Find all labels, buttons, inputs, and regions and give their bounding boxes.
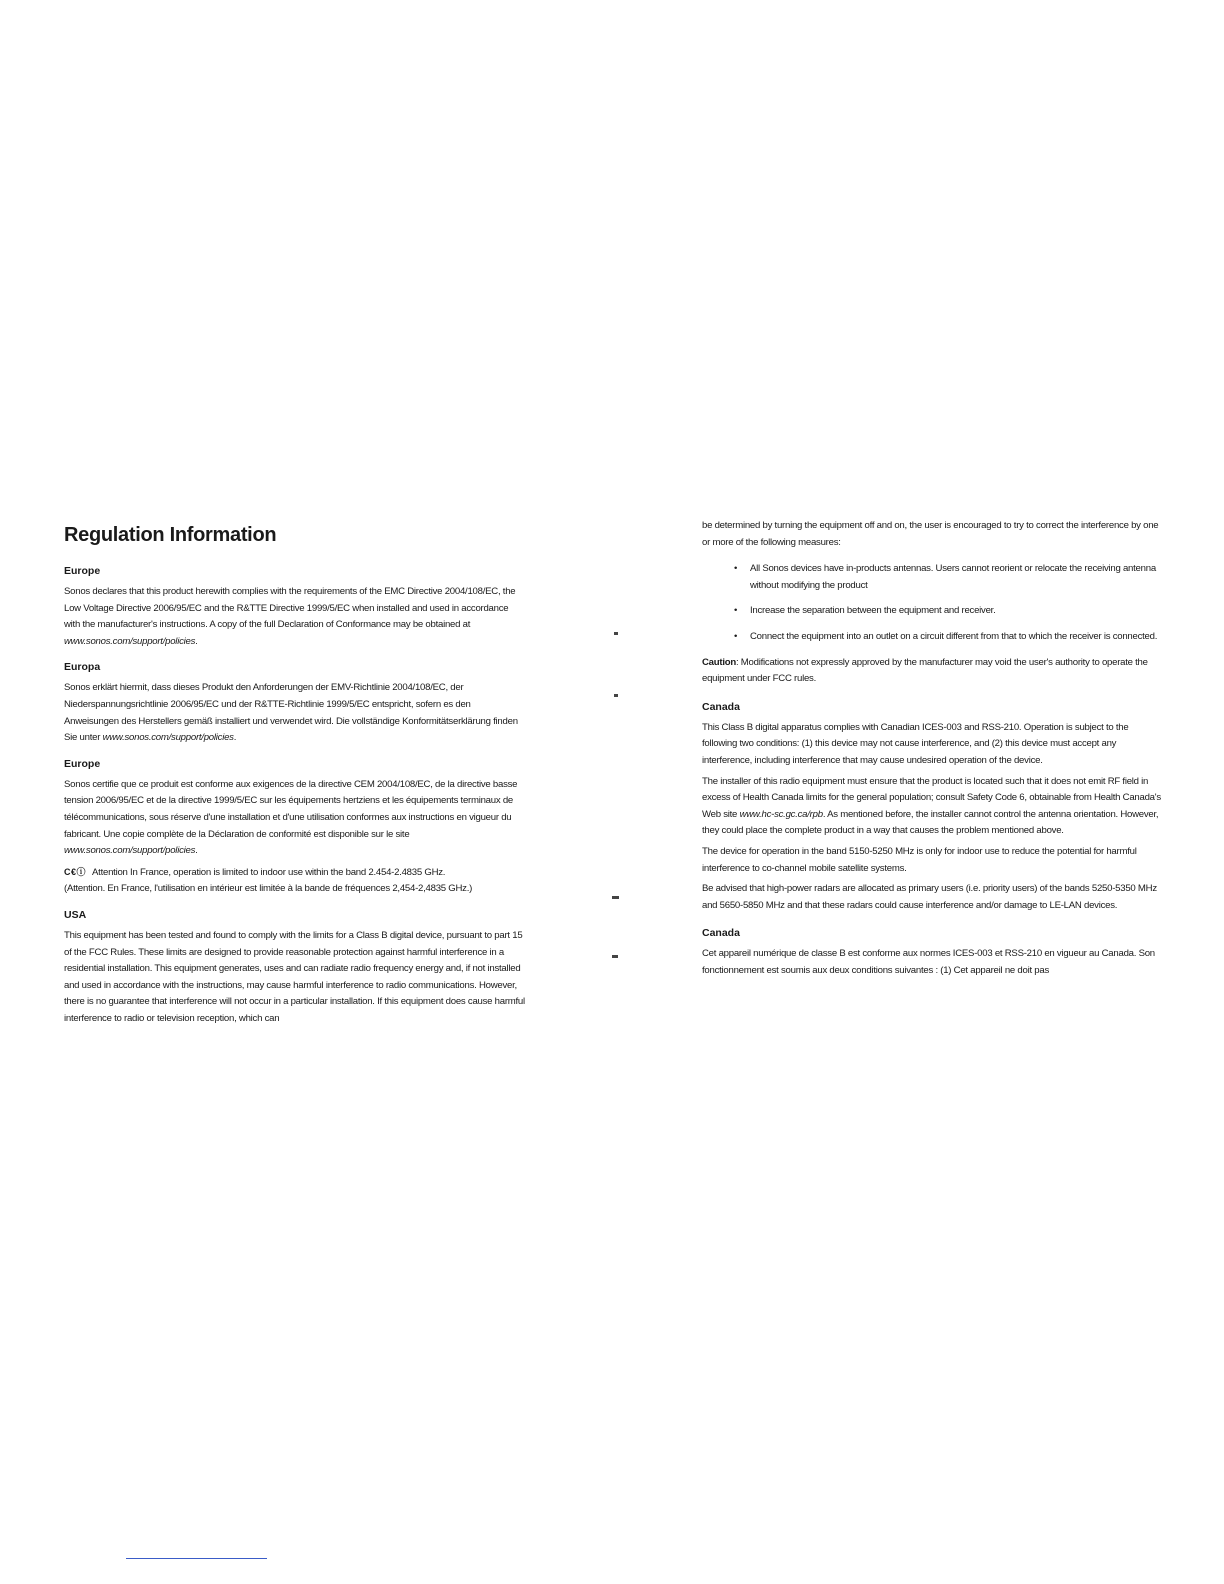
attention-notice [64, 864, 526, 898]
scan-artifact [614, 694, 618, 697]
europe-en-text: Sonos declares that this product herewith complies with the requirements of the EMC Directive 2004/108/EC, the Low Voltage Directive 2006/95/EC and the R&TTE Directive 1999/5/EC when installed and used in accordance with the manufacturer's instructions. A copy of the full Declaration of Conformance may be obtained at www.sonos.com/support/policies. [64, 586, 516, 647]
bullet-icon: • [734, 605, 738, 617]
usa-heading: USA [64, 908, 87, 921]
europe-fr-link[interactable]: www.sonos.com/support/policies [64, 845, 196, 857]
left-column [64, 520, 526, 1037]
europe-en-link[interactable]: www.sonos.com/support/policies [64, 635, 196, 647]
europa-de-text: Sonos erklärt hiermit, dass dieses Produkt den Anforderungen der EMV-Richtlinie 2004/108/EC, der Niederspannungsrichtlinie 2006/95/EC und der R&TTE-Richtlinie 1999/5/EC entspricht, sofern es den Anweisungen des Herstellers gemäß installiert und verwendet wird. Die vollständige Konformitätserklärung finden Sie unter www.sonos.com/support/policies. [64, 682, 518, 744]
europe-fr-text: Sonos certifie que ce produit est conforme aux exigences de la directive CEM 2004/108/EC, de la directive basse tension 2006/95/EC et de la directive 1999/5/EC sur les équipements hertziens et les équipements terminaux de télécommunications, sous réserve d'une installation et d'une utilisation conformes aux instructions en vigueur du fabricant. Une copie complète de la Déclaration de conformité est disponible sur le site www.sonos.com/support/policies. [64, 778, 518, 857]
list-item: • Connect the equipment into an outlet on a circuit different from that to which the receiver is connected. [750, 629, 1164, 646]
caution-text: Caution: Modifications not expressly approved by the manufacturer may void the user's authority to operate the equipment under FCC rules. [702, 656, 1148, 685]
bullet-icon: • [734, 630, 738, 642]
canada-en-p1: This Class B digital apparatus complies with Canadian ICES-003 and RSS-210. Operation is subject to the following two conditions: (1) this device may not cause interference, and (2) this device must accept any interference, including interference that may cause undesired operation of the device. [702, 721, 1129, 766]
canada-en-p4: Be advised that high-power radars are allocated as primary users (i.e. priority users) of the bands 5250-5350 MHz and 5650-5850 MHz and that these radars could cause interference and/or damage to LE-LAN devices. [702, 883, 1157, 911]
europa-de-heading: Europa [64, 661, 101, 674]
canada-fr-heading: Canada [702, 927, 740, 940]
europe-fr-heading: Europe [64, 757, 101, 770]
bullet-icon: • [734, 563, 738, 575]
list-item: • All Sonos devices have in-products antennas. Users cannot reorient or relocate the receiving antenna without modifying the product [734, 563, 1156, 591]
measures-list [702, 561, 1164, 645]
footer-link-rule [126, 1558, 267, 1559]
canada-en-p2: The installer of this radio equipment must ensure that the product is located such that it does not emit RF field in excess of Health Canada limits for the general population; consult Safety Code 6, obtainable from Health Canada's Web site www.hc-sc.gc.ca/rpb. As mentioned before, the installer cannot control the antenna orientation. However, they could place the complete product in a way that causes the problem mentioned above. [702, 775, 1161, 837]
list-item: • Increase the separation between the equipment and receiver. [750, 603, 1164, 620]
caution-label: Caution [702, 656, 736, 668]
canada-en-heading: Canada [702, 700, 740, 713]
page-title: Regulation Information [64, 524, 277, 546]
health-canada-link[interactable]: www.hc-sc.gc.ca/rpb [739, 808, 823, 820]
right-column [702, 518, 1164, 989]
usa-text: This equipment has been tested and found to comply with the limits for a Class B digital device, pursuant to part 15 of the FCC Rules. These limits are designed to provide reasonable protection against harmful interference in a residential installation. This equipment generates, uses and can radiate radio frequency energy and, if not installed and used in accordance with the instructions, may cause harmful interference to radio communications. However, there is no guarantee that interference will not occur in a particular installation. If this equipment does cause harmful interference to radio or television reception, which can [64, 929, 525, 1024]
europe-en-heading: Europe [64, 565, 101, 577]
attention-line-1: Attention In France, operation is limited to indoor use within the band 2.454-2.4835 GHz. [92, 866, 446, 878]
ce-mark-icon: C€ⓘ [64, 866, 87, 877]
scan-artifact [612, 896, 619, 899]
scan-artifact [612, 955, 618, 958]
canada-en-p3: The device for operation in the band 5150-5250 MHz is only for indoor use to reduce the potential for harmful interference to co-channel mobile satellite systems. [702, 845, 1137, 874]
attention-line-2: (Attention. En France, l'utilisation en intérieur est limitée à la bande de fréquences 2,454-2,4835 GHz.) [64, 883, 473, 895]
canada-fr-text: Cet appareil numérique de classe B est conforme aux normes ICES-003 et RSS-210 en vigueur au Canada. Son fonctionnement est soumis aux deux conditions suivantes : (1) Cet appareil ne doit pas [702, 948, 1155, 976]
europa-de-link[interactable]: www.sonos.com/support/policies [102, 732, 234, 744]
scan-artifact [614, 632, 618, 635]
usa-continued-text: be determined by turning the equipment off and on, the user is encouraged to try to correct the interference by one or more of the following measures: [702, 520, 1159, 548]
